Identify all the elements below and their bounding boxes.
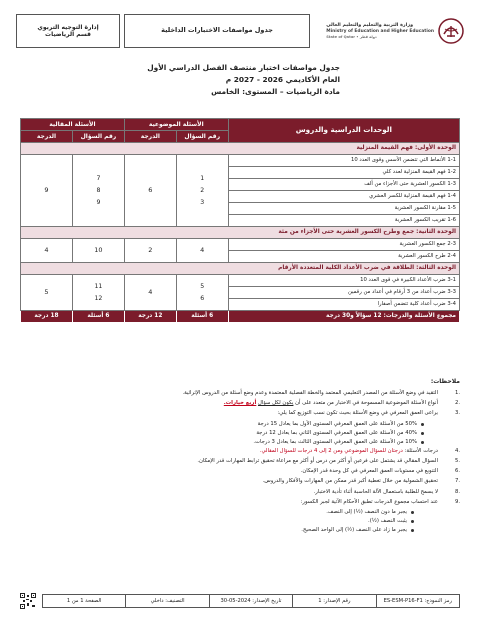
lesson-cell: 1-4 فهم القيمة المنزلية للكسر العشري [228, 191, 459, 203]
question-number: 3 [200, 198, 205, 206]
note-text: عند احتساب مجموع الدرجات تطبق الأحكام الآتية لجبر الكسور: [300, 498, 438, 505]
note-text: تحقيق الشمولية من خلال تغطية أكبر قدر ممكن من المهارات والأفكار والدروس. [262, 478, 438, 485]
release-number: رقم الإصدار: 1 [292, 595, 375, 607]
question-number: 8 [96, 186, 101, 194]
ministry-emblem-icon [438, 18, 464, 44]
objective-total-questions: 6 أسئلة [176, 311, 228, 323]
page-number: الصفحة 1 من 1 [66, 597, 102, 604]
document-header [16, 14, 464, 48]
unit-title: الوحدة الأولى: فهم القيمة المنزلية [21, 143, 460, 155]
ministry-name-ar: وزارة التربية والتعليم والتعليم العالي [326, 23, 414, 29]
specification-table [20, 118, 460, 323]
question-number: 6 [200, 294, 205, 302]
bullet-icon [411, 520, 414, 523]
essay-qnums-cell: 10 [72, 239, 124, 263]
exam-title: جدول مواصفات اختبار منتصف الفصل الدراسي الأول [147, 63, 340, 72]
lesson-cell: 1-5 مقارنة الكسور العشرية [228, 203, 459, 215]
note-item: .2 أنواع الأسئلة الموضوعية المسموحة في الاختبار من متعدد على أن يكون لكل سؤال أربع خيارات. [223, 400, 460, 407]
question-number: 1 [200, 174, 205, 182]
lesson-cell: 2-3 جمع الكسور العشرية [228, 239, 459, 251]
essay-total-grade: 18 درجة [21, 311, 73, 323]
subject-level: مادة الرياضيات – المستوى: الخامس [211, 87, 340, 97]
department-box [16, 14, 120, 48]
note-text: السؤال المقالي قد يشتمل على فرعين أو أكثر من درس أو أكثر مع مراعاة تحقيق ترابط المهارات قدر الإمكان. [197, 458, 438, 465]
essay-grade-header: الدرجة [21, 131, 73, 143]
essay-qnums-cell [72, 155, 124, 227]
footer-info-bar [42, 594, 460, 608]
question-number: 2 [200, 186, 205, 194]
exam-titles [140, 62, 340, 99]
note-subitem-text: 40% من الأسئلة على العمق المعرفي المستوى الثاني بما يعادل 12 درجة [256, 429, 417, 436]
bullet-icon [411, 529, 414, 532]
note-subitem [20, 518, 460, 525]
note-highlight: أربع خيارات. [223, 400, 257, 407]
lesson-cell: 1-2 فهم القيمة المنزلية لعدد كلي [228, 167, 459, 179]
essay-grade-cell: 5 [21, 275, 73, 311]
section-name: قسم الرياضيات [45, 31, 91, 38]
question-number: 12 [94, 294, 103, 302]
note-text: يراعى العمق المعرفي في وضع الأسئلة بحيث تكون نسب التوزيع كما يلي: [277, 410, 438, 417]
release-date: تاريخ الإصدار: 2024-05-30 [209, 595, 292, 607]
note-item: .6 التنويع في مستويات العمق المعرفي في كل وحدة قدر الإمكان. [20, 468, 460, 475]
objective-grade-cell: 6 [124, 155, 176, 227]
note-item: .9 عند احتساب مجموع الدرجات تطبق الأحكام الآتية لجبر الكسور: [20, 499, 460, 506]
question-number: 11 [94, 282, 103, 290]
objective-qnum-header: رقم السؤال [176, 131, 228, 143]
note-subitem [20, 527, 460, 534]
note-text: درجات الأسئلة: [404, 447, 438, 454]
objective-grade-cell: 2 [124, 239, 176, 263]
note-highlight: درجتان للسؤال الموضوعي ومن 2 إلى 4 درجات للسؤال المقالي. [259, 447, 403, 454]
document-footer [20, 593, 460, 609]
note-item: .4 درجات الأسئلة: درجتان للسؤال الموضوعي ومن 2 إلى 4 درجات للسؤال المقالي. [259, 447, 460, 454]
classification: التصنيف: داخلي [125, 595, 208, 607]
lesson-cell: 3-3 ضرب أعداد من 3 أرقام في أعداد من رقمين [228, 287, 459, 299]
objective-total-grade: 12 درجة [124, 311, 176, 323]
lesson-cell: 2-4 طرح الكسور العشرية [228, 251, 459, 263]
qr-code-icon [20, 593, 36, 609]
note-subitem-text: يجبر ما دون النصف (½) إلى النصف. [326, 508, 407, 515]
question-number: 9 [96, 198, 101, 206]
note-item: .7 تحقيق الشمولية من خلال تغطية أكبر قدر ممكن من المهارات والأفكار والدروس. [20, 478, 460, 485]
bullet-icon [421, 432, 424, 435]
objective-qnums-cell: 4 [176, 239, 228, 263]
objective-grade-header: الدرجة [124, 131, 176, 143]
essay-qnum-header: رقم السؤال [72, 131, 124, 143]
lesson-cell: 1-3 الكسور العشرية حتى الأجزاء من ألف [228, 179, 459, 191]
lesson-cell: 3-1 ضرب الأعداد الكبيرة في قوى العدد 10 [228, 275, 459, 287]
unit-title: الوحدة الثانية: جمع وطرح الكسور العشرية حتى الأجزاء من مئة [21, 227, 460, 239]
notes-heading: ملاحظات: [430, 378, 460, 385]
essay-header: الأسئلة المقالية [21, 119, 125, 131]
totals-row [21, 311, 460, 323]
question-number: 5 [200, 282, 205, 290]
note-text: لا يسمح للطلبة باستعمال الآلة الحاسبة أثناء تأدية الاختبار. [313, 488, 438, 495]
lesson-cell: 1-6 تقريب الكسور العشرية [228, 215, 459, 227]
note-subitem [20, 421, 460, 428]
objective-grade-cell: 4 [124, 275, 176, 311]
essay-qnums-cell [72, 275, 124, 311]
note-subitem-text: يثبت النصف (½). [368, 517, 407, 524]
bullet-icon [421, 441, 424, 444]
objective-header: الأسئلة الموضوعية [124, 119, 228, 131]
bullet-icon [421, 423, 424, 426]
header-title-box [124, 14, 310, 48]
unit-title: الوحدة الثالثة: الطلاقة في ضرب الأعداد الكلية المتعددة الأرقام [21, 263, 460, 275]
department-name: إدارة التوجيه التربوي [37, 23, 99, 31]
note-text: التقيد في وضع الأسئلة من المصدر التعليمي المعتمد والخطة الفصلية المعتمدة وعدم وضع أسئلة من الدروس الإثرائية. [182, 390, 438, 397]
units-header: الوحدات الدراسية والدروس [228, 119, 459, 143]
note-item: .8 لا يسمح للطلبة باستعمال الآلة الحاسبة أثناء تأدية الاختبار. [20, 489, 460, 496]
totals-label: مجموع الأسئلة والدرجات: 12 سؤالاً و30 درجة [228, 311, 459, 323]
academic-year: العام الأكاديمي 2026 - 2027 م [225, 75, 340, 85]
ministry-logo-block [314, 14, 464, 48]
header-title: جدول مواصفات الاختبارات الداخلية [161, 26, 273, 35]
note-item: .1 التقيد في وضع الأسئلة من المصدر التعليمي المعتمد والخطة الفصلية المعتمدة وعدم وضع أسئلة من الدروس الإثرائية. [20, 390, 460, 397]
notes-section [20, 378, 460, 536]
ministry-logo-text [326, 23, 434, 39]
lesson-cell: 3-4 ضرب أعداد كلية تتضمن أصفارا [228, 299, 459, 311]
objective-qnums-cell [176, 155, 228, 227]
note-subitem-text: 10% من الأسئلة على العمق المعرفي المستوى الثالث بما يعادل 3 درجات. [253, 438, 417, 445]
note-item: .3 يراعى العمق المعرفي في وضع الأسئلة بحيث تكون نسب التوزيع كما يلي: [20, 410, 460, 417]
form-code: رمز النموذج: ES-ESM-P16-F1 [376, 595, 459, 607]
ministry-name-en: Ministry of Education and Higher Education [326, 29, 434, 34]
bullet-icon [411, 511, 414, 514]
state-name: State of Qatar • دولة قطر [326, 34, 377, 39]
essay-grade-cell: 9 [21, 155, 73, 227]
objective-qnums-cell [176, 275, 228, 311]
note-subitem [20, 439, 460, 446]
essay-grade-cell: 4 [21, 239, 73, 263]
note-text: أنواع الأسئلة الموضوعية المسموحة في الاختبار من متعدد على أن [295, 400, 438, 407]
note-subitem [20, 509, 460, 516]
note-subitem [20, 430, 460, 437]
lesson-cell: 1-1 الأنماط التي تتضمن الأسس وقوى العدد 10 [228, 155, 459, 167]
note-subitem-text: يجبر ما زاد على النصف (½) إلى الواحد الصحيح. [301, 527, 407, 534]
essay-total-questions: 6 أسئلة [72, 311, 124, 323]
note-text: التنويع في مستويات العمق المعرفي في كل وحدة قدر الإمكان. [300, 468, 438, 475]
question-number: 7 [96, 174, 101, 182]
note-item: .5 السؤال المقالي قد يشتمل على فرعين أو أكثر من درس أو أكثر مع مراعاة تحقيق ترابط المهارات قدر الإمكان. [20, 458, 460, 465]
note-subitem-text: 50% من الأسئلة على العمق المعرفي المستوى الأول بما يعادل 15 درجة [257, 420, 417, 427]
note-emphasis: يكون لكل سؤال [257, 400, 294, 407]
